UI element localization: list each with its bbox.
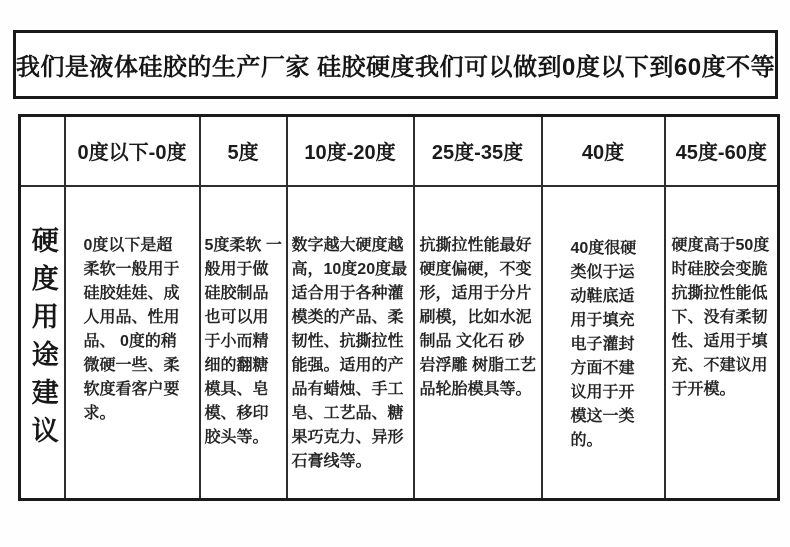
corner-cell	[20, 116, 65, 186]
hardness-table	[18, 114, 780, 501]
headline-banner	[13, 30, 778, 99]
header-cell-4: 40度	[542, 116, 665, 186]
row-label: 硬度用途建议	[27, 225, 58, 454]
usage-cell-4: 40度很硬类似于运动鞋底适用于填充电子灌封方面不建议用于开模这一类的。	[542, 186, 665, 500]
usage-cell-5: 硬度高于50度时硅胶会变脆抗撕拉性能低下、没有柔韧性、适用于填充、不建议用于开模。	[665, 186, 779, 500]
header-cell-0: 0度以下-0度	[65, 116, 200, 186]
usage-cell-3: 抗撕拉性能最好硬度偏硬，不变形，适用于分片刷模，比如水泥制品 文化石 砂岩浮雕 树脂工艺品轮胎模具等。	[414, 186, 542, 500]
usage-cell-1: 5度柔软 一般用于做硅胶制品也可以用于小而精细的翻糖模具、皂模、移印胶头等。	[200, 186, 287, 500]
headline-text: 我们是液体硅胶的生产厂家 硅胶硬度我们可以做到0度以下到60度不等	[15, 54, 776, 81]
header-cell-3: 25度-35度	[414, 116, 542, 186]
row-label-cell	[20, 186, 65, 500]
header-cell-2: 10度-20度	[287, 116, 414, 186]
table-header-row	[20, 116, 779, 186]
usage-cell-2: 数字越大硬度越高，10度20度最适合用于各种灌模类的产品、柔韧性、抗撕拉性能强。适用的产品有蜡烛、手工皂、工艺品、糖果巧克力、异形石膏线等。	[287, 186, 414, 500]
table-body-row	[20, 186, 779, 500]
usage-cell-0: 0度以下是超柔软一般用于硅胶娃娃、成人用品、性用品、 0度的稍微硬一些、柔软度看客户要求。	[65, 186, 200, 500]
header-cell-1: 5度	[200, 116, 287, 186]
header-cell-5: 45度-60度	[665, 116, 779, 186]
